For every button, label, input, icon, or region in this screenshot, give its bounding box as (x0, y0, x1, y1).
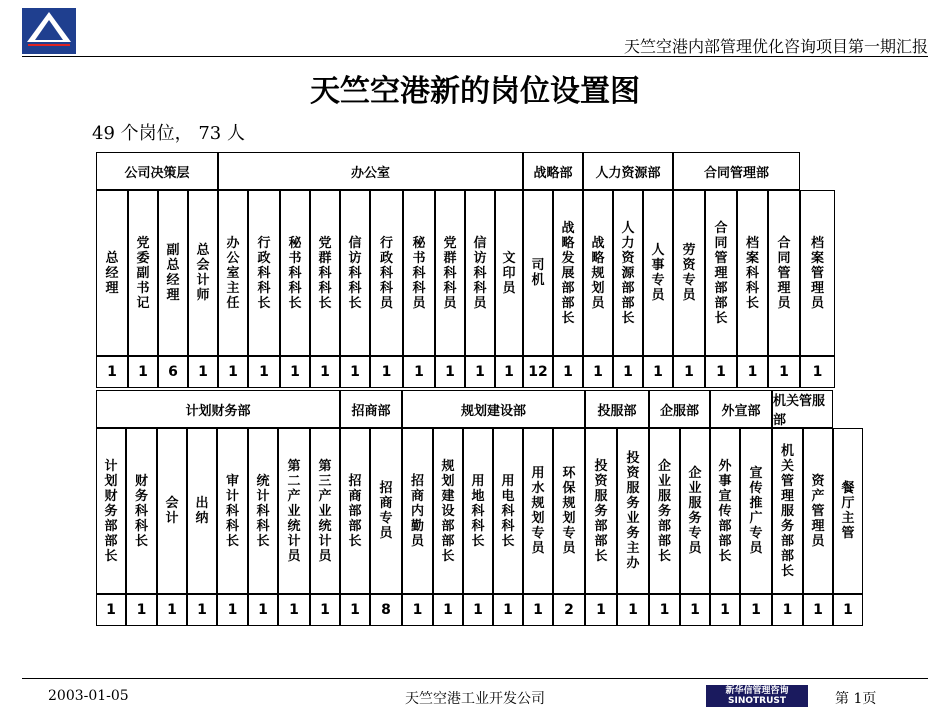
position-cell: 环保规划专员 (553, 428, 585, 594)
headcount-cell: 1 (463, 594, 493, 626)
page-number: 第 1页 (835, 691, 877, 707)
position-cell: 人事专员 (643, 190, 673, 356)
headcount-cell: 1 (340, 594, 370, 626)
dept-header: 公司决策层 (96, 152, 218, 190)
position-cell: 出纳 (187, 428, 217, 594)
headcount-cell: 1 (553, 356, 583, 388)
headcount-cell: 1 (126, 594, 157, 626)
headcount-cell: 1 (710, 594, 740, 626)
dept-header: 人力资源部 (583, 152, 673, 190)
position-cell: 信访科科员 (465, 190, 495, 356)
header-divider (22, 56, 928, 57)
headcount-cell: 1 (800, 356, 835, 388)
headcount-cell: 1 (493, 594, 523, 626)
position-cell: 外事宣传部部长 (710, 428, 740, 594)
headcount-cell: 2 (553, 594, 585, 626)
position-cell: 用电科科长 (493, 428, 523, 594)
headcount-cell: 1 (435, 356, 465, 388)
headcount-cell: 6 (158, 356, 188, 388)
headcount-cell: 1 (465, 356, 495, 388)
position-cell: 财务科科长 (126, 428, 157, 594)
dept-header: 招商部 (340, 390, 402, 428)
position-cell: 计划财务部部长 (96, 428, 126, 594)
headcount-cell: 1 (585, 594, 617, 626)
position-cell: 党委副书记 (128, 190, 158, 356)
headcount-cell: 1 (96, 356, 128, 388)
position-cell: 企业服务部部长 (649, 428, 680, 594)
position-cell: 资产管理员 (803, 428, 833, 594)
position-cell: 招商部部长 (340, 428, 370, 594)
headcount-cell: 1 (340, 356, 370, 388)
position-cell: 行政科科长 (248, 190, 280, 356)
headcount-cell: 1 (803, 594, 833, 626)
headcount-cell: 1 (495, 356, 523, 388)
headcount-cell: 1 (523, 594, 553, 626)
headcount-cell: 1 (157, 594, 187, 626)
dept-header: 战略部 (523, 152, 583, 190)
position-cell: 党群科科长 (310, 190, 340, 356)
position-cell: 合同管理部部长 (705, 190, 737, 356)
dept-header: 投服部 (585, 390, 649, 428)
position-cell: 用水规划专员 (523, 428, 553, 594)
position-cell: 档案管理员 (800, 190, 835, 356)
position-cell: 战略发展部部长 (553, 190, 583, 356)
headcount-cell: 1 (740, 594, 772, 626)
position-cell: 总经理 (96, 190, 128, 356)
headcount-cell: 1 (310, 356, 340, 388)
headcount-cell: 1 (617, 594, 649, 626)
headcount-cell: 1 (218, 356, 248, 388)
headcount-cell: 1 (370, 356, 403, 388)
dept-header: 机关管服部 (772, 390, 833, 428)
headcount-cell: 1 (248, 594, 278, 626)
position-cell: 招商专员 (370, 428, 402, 594)
headcount-cell: 1 (402, 594, 433, 626)
position-cell: 规划建设部部长 (433, 428, 463, 594)
headcount-cell: 1 (128, 356, 158, 388)
headcount-cell: 1 (673, 356, 705, 388)
sinotrust-logo-en: SINOTRUST (727, 696, 786, 706)
dept-header: 办公室 (218, 152, 523, 190)
headcount-cell: 8 (370, 594, 402, 626)
headcount-cell: 1 (96, 594, 126, 626)
position-cell: 战略规划员 (583, 190, 613, 356)
position-cell: 合同管理员 (768, 190, 800, 356)
headcount-cell: 1 (768, 356, 800, 388)
sinotrust-logo-cn: 新华信管理咨询 (725, 686, 789, 696)
position-cell: 第二产业统计员 (278, 428, 310, 594)
dept-header: 外宣部 (710, 390, 772, 428)
footer-divider (22, 678, 928, 679)
position-cell: 人力资源部部长 (613, 190, 643, 356)
footer-company: 天竺空港工业开发公司 (405, 691, 545, 707)
position-cell: 机关管理服务部部长 (772, 428, 803, 594)
position-cell: 统计科科长 (248, 428, 278, 594)
headcount-cell: 1 (772, 594, 803, 626)
dept-header: 规划建设部 (402, 390, 585, 428)
footer-date: 2003-01-05 (48, 688, 129, 704)
headcount-cell: 1 (680, 594, 710, 626)
position-cell: 档案科科长 (737, 190, 768, 356)
position-cell: 行政科科员 (370, 190, 403, 356)
headcount-cell: 1 (613, 356, 643, 388)
headcount-cell: 1 (583, 356, 613, 388)
position-cell: 投资服务部部长 (585, 428, 617, 594)
position-cell: 投资服务业务主办 (617, 428, 649, 594)
dept-header: 企服部 (649, 390, 710, 428)
headcount-cell: 1 (649, 594, 680, 626)
position-cell: 用地科科长 (463, 428, 493, 594)
position-cell: 宣传推广专员 (740, 428, 772, 594)
headcount-cell: 1 (187, 594, 217, 626)
headcount-cell: 1 (188, 356, 218, 388)
position-cell: 办公室主任 (218, 190, 248, 356)
position-cell: 党群科科员 (435, 190, 465, 356)
position-cell: 第三产业统计员 (310, 428, 340, 594)
position-cell: 秘书科科员 (403, 190, 435, 356)
headcount-cell: 12 (523, 356, 553, 388)
position-cell: 企业服务专员 (680, 428, 710, 594)
position-cell: 会计 (157, 428, 187, 594)
dept-header: 合同管理部 (673, 152, 800, 190)
position-cell: 秘书科科长 (280, 190, 310, 356)
position-cell: 劳资专员 (673, 190, 705, 356)
position-cell: 餐厅主管 (833, 428, 863, 594)
headcount-cell: 1 (433, 594, 463, 626)
position-cell: 审计科科长 (217, 428, 248, 594)
position-cell: 文印员 (495, 190, 523, 356)
headcount-cell: 1 (310, 594, 340, 626)
position-cell: 招商内勤员 (402, 428, 433, 594)
headcount-cell: 1 (403, 356, 435, 388)
headcount-cell: 1 (705, 356, 737, 388)
company-logo (22, 8, 76, 54)
page-title: 天竺空港新的岗位设置图 (310, 74, 640, 109)
headcount-cell: 1 (737, 356, 768, 388)
header-title: 天竺空港内部管理优化咨询项目第一期汇报 (623, 37, 928, 56)
headcount-cell: 1 (280, 356, 310, 388)
headcount-cell: 1 (248, 356, 280, 388)
position-cell: 总会计师 (188, 190, 218, 356)
position-cell: 司机 (523, 190, 553, 356)
headcount-cell: 1 (833, 594, 863, 626)
dept-header: 计划财务部 (96, 390, 340, 428)
position-summary: 49 个岗位， 73 人 (92, 123, 245, 144)
headcount-cell: 1 (278, 594, 310, 626)
headcount-cell: 1 (217, 594, 248, 626)
position-cell: 信访科科长 (340, 190, 370, 356)
sinotrust-logo (706, 685, 808, 707)
headcount-cell: 1 (643, 356, 673, 388)
position-cell: 副总经理 (158, 190, 188, 356)
